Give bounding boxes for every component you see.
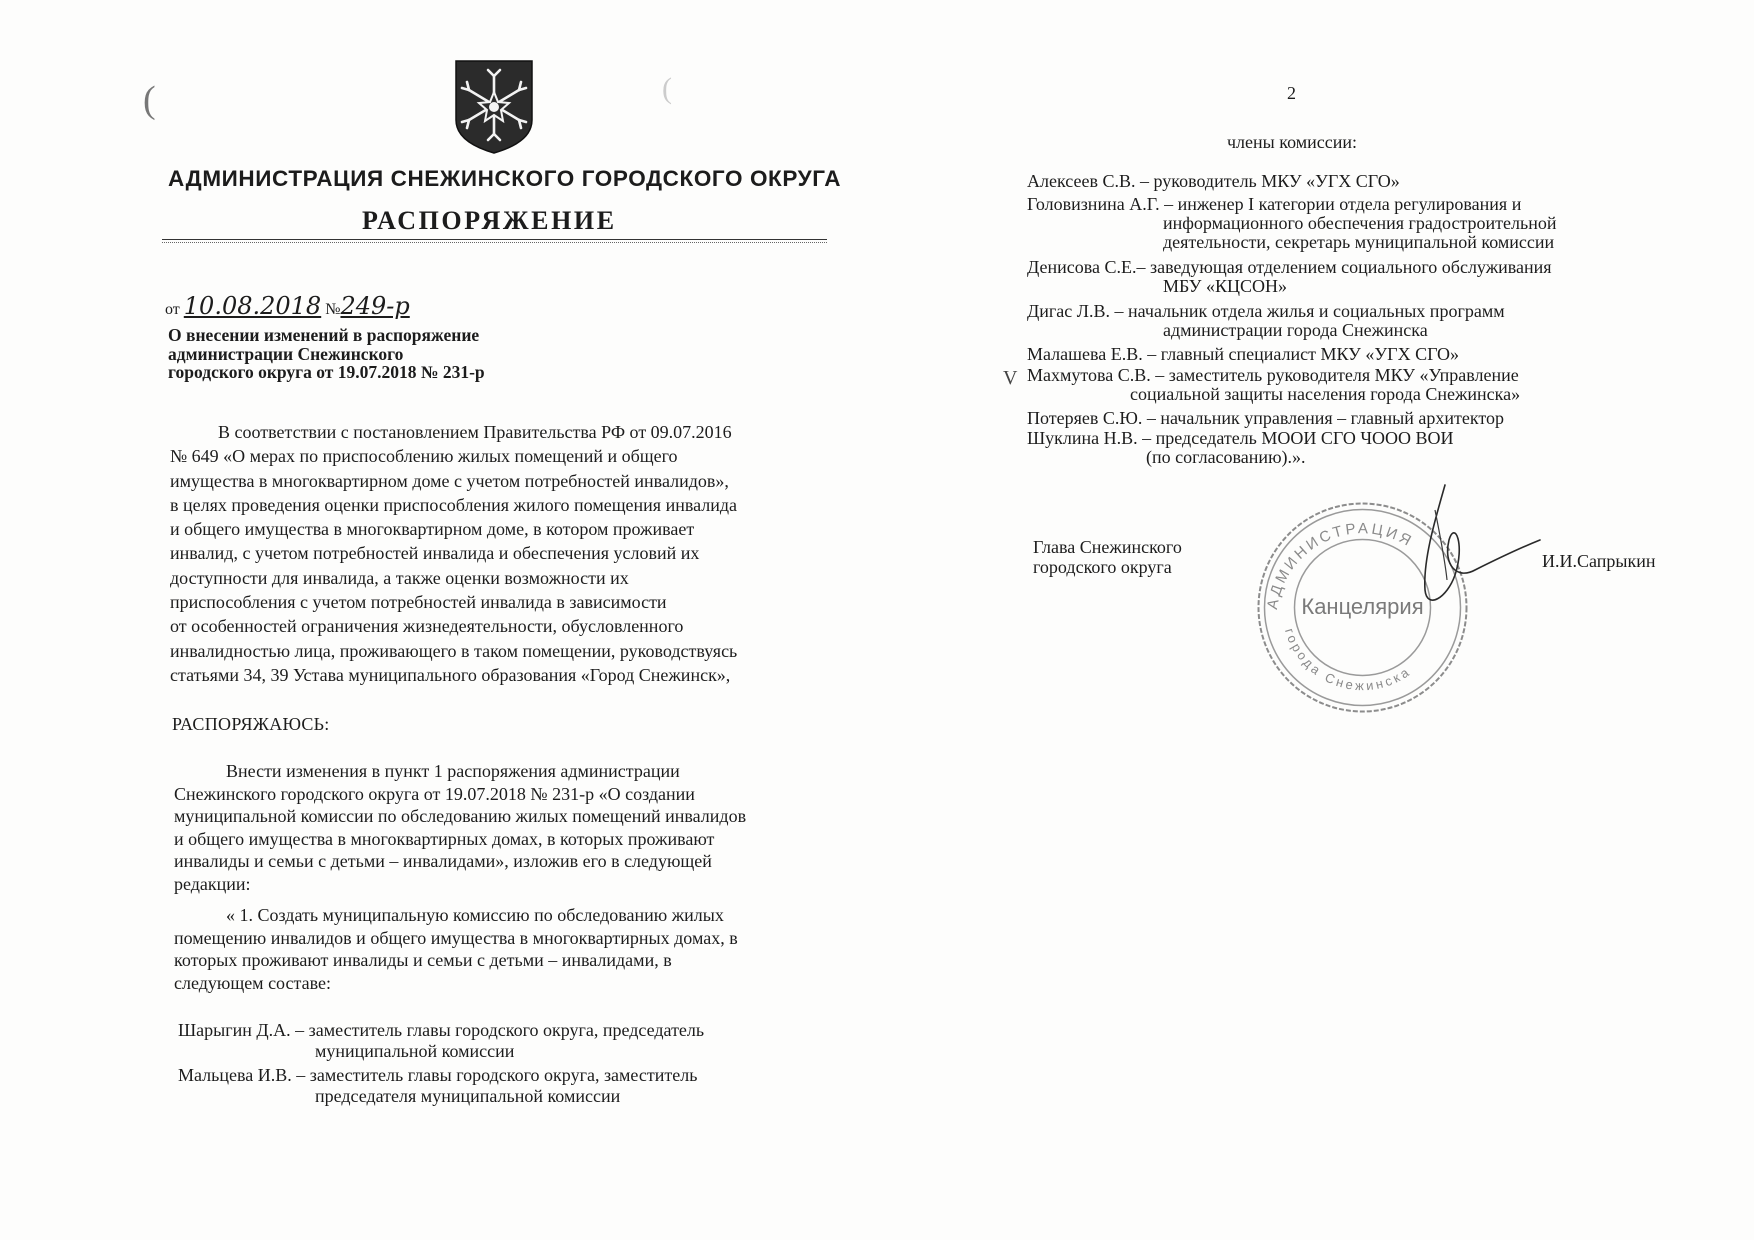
document-type: РАСПОРЯЖЕНИЕ [362,206,617,235]
signatory-position-line: Глава Снежинского [1033,537,1182,557]
preamble-line: № 649 «О мерах по приспособлению жилых помещений и общего [170,446,678,467]
member-role: – начальник отдела жилья и социальных программ [1114,301,1505,321]
member-name: Денисова С.Е. [1027,257,1137,277]
stamp-ring-bottom-text: города Снежинска [1282,626,1414,694]
commission-members-list [1027,171,1687,471]
member-role: – главный специалист МКУ «УГХ СГО» [1147,344,1460,364]
date-prefix: от [165,301,180,318]
amendment-line: редакции: [174,873,251,894]
commission-leaders-list [178,1020,818,1130]
member-role-continued: МБУ «КЦСОН» [1163,276,1287,296]
member-role-continued: информационного обеспечения градостроительной [1163,213,1557,233]
preamble-line: инвалидностью лица, проживающего в таком помещении, руководствуясь [170,640,738,661]
member-name: Головизнина А.Г. [1027,194,1160,214]
subject-line: О внесении изменений в распоряжение [168,325,480,345]
list-item [178,1020,704,1040]
item-1-line: которых проживают инвалиды и семьи с детьми – инвалидами, в [174,950,672,970]
amendment-line: инвалиды и семьи с детьми – инвалидами», изложив его в следующей [174,851,712,871]
preamble-line: от особенностей ограничения жизнедеятельности, обусловленного [170,616,684,637]
coat-of-arms-emblem [453,58,535,156]
member-name: Махмутова С.В. [1027,365,1151,385]
list-item [1027,344,1459,364]
list-item [1027,365,1519,385]
page-number: 2 [1287,83,1296,103]
scan-artifact-bracket: ( [662,72,672,105]
handwritten-signature [1395,480,1545,620]
member-name: Шуклина Н.В. [1027,428,1138,448]
member-name: Алексеев С.В. [1027,171,1136,191]
member-name: Малашева Е.В. [1027,344,1143,364]
item-1-paragraph [174,904,839,994]
preamble-line: приспособления с учетом потребностей инвалида в зависимости [170,592,667,613]
list-item [1027,428,1454,448]
member-role: – заместитель главы городского округа, председатель [295,1020,705,1040]
member-role: – заведующая отделением социального обслуживания [1136,257,1552,277]
directive-heading: РАСПОРЯЖАЮСЬ: [172,714,330,734]
member-name: Потеряев С.Ю. [1027,408,1143,428]
document-subject [168,326,728,382]
member-role: – председатель МООИ СГО ЧООО ВОИ [1142,428,1454,448]
preamble-line: В соответствии с постановлением Правительства РФ от 09.07.2016 [218,422,732,442]
preamble-paragraph [170,420,830,687]
member-role-continued: деятельности, секретарь муниципальной комиссии [1163,232,1555,252]
preamble-line: инвалид, с учетом потребностей инвалида и обеспечения условий их [170,543,700,564]
member-role-continued: (по согласованию).». [1146,447,1306,467]
member-role: – руководитель МКУ «УГХ СГО» [1139,171,1400,191]
stamp-ring-top-text: АДМИНИСТРАЦИЯ [1263,520,1417,611]
preamble-line: имущества в многоквартирном доме с учетом потребностей инвалидов», [170,470,729,491]
date-value: 10.08.2018 [183,292,322,320]
member-role: – заместитель главы городского округа, заместитель [296,1065,698,1085]
preamble-line: статьями 34, 39 Устава муниципального образования «Город Снежинск», [170,664,731,685]
header-divider [162,239,827,240]
member-role: – заместитель руководителя МКУ «Управление [1155,365,1519,385]
member-name: Мальцева И.В. [178,1065,292,1085]
signatory-name: И.И.Сапрыкин [1542,551,1656,571]
member-role-continued: муниципальной комиссии [315,1041,515,1061]
members-heading: члены комиссии: [1227,132,1358,152]
stamp-center-text: Канцелярия [1301,594,1424,619]
preamble-line: доступности для инвалида, а также оценки возможности их [170,567,629,588]
member-role-continued: администрации города Снежинска [1163,320,1428,340]
amendment-line: Внести изменения в пункт 1 распоряжения администрации [226,761,680,781]
amendment-paragraph [174,760,839,895]
list-item [1027,171,1400,191]
signatory-position [1033,537,1182,577]
member-role: – инженер I категории отдела регулирования и [1164,194,1522,214]
member-role: – начальник управления – главный архитектор [1146,408,1505,428]
list-item [1027,194,1521,214]
date-number-line [165,292,410,320]
member-name: Дигас Л.В. [1027,301,1110,321]
preamble-line: и общего имущества в многоквартирном доме, в котором проживает [170,519,695,540]
member-role-continued: председателя муниципальной комиссии [315,1086,621,1106]
list-item [178,1065,697,1085]
list-item [1027,301,1505,321]
subject-line: городского округа от 19.07.2018 № 231-р [168,362,485,382]
amendment-line: Снежинского городского округа от 19.07.2018 № 231-р «О создании [174,783,695,804]
margin-check-mark: V [1003,367,1018,389]
scan-artifact-bracket: ( [143,79,156,121]
number-prefix: № [325,301,341,318]
preamble-line: в целях проведения оценки приспособления жилого помещения инвалида [170,494,738,515]
amendment-line: муниципальной комиссии по обследованию жилых помещений инвалидов [174,806,747,826]
amendment-line: и общего имущества в многоквартирных домах, в которых проживают [174,828,715,849]
item-1-line: помещению инвалидов и общего имущества в многоквартирных домах, в [174,927,738,948]
list-item [1027,257,1552,277]
signatory-position-line: городского округа [1033,557,1172,577]
organization-title: АДМИНИСТРАЦИЯ СНЕЖИНСКОГО ГОРОДСКОГО ОКРУГА [168,166,842,191]
list-item [1027,408,1504,428]
subject-line: администрации Снежинского [168,343,404,364]
member-name: Шарыгин Д.А. [178,1020,291,1040]
header-divider-dotted [162,242,827,243]
number-value: 249-р [340,292,410,320]
item-1-line: следующем составе: [174,972,331,993]
member-role-continued: социальной защиты населения города Снежинска» [1130,384,1521,404]
item-1-line: « 1. Создать муниципальную комиссию по обследованию жилых [226,905,724,925]
